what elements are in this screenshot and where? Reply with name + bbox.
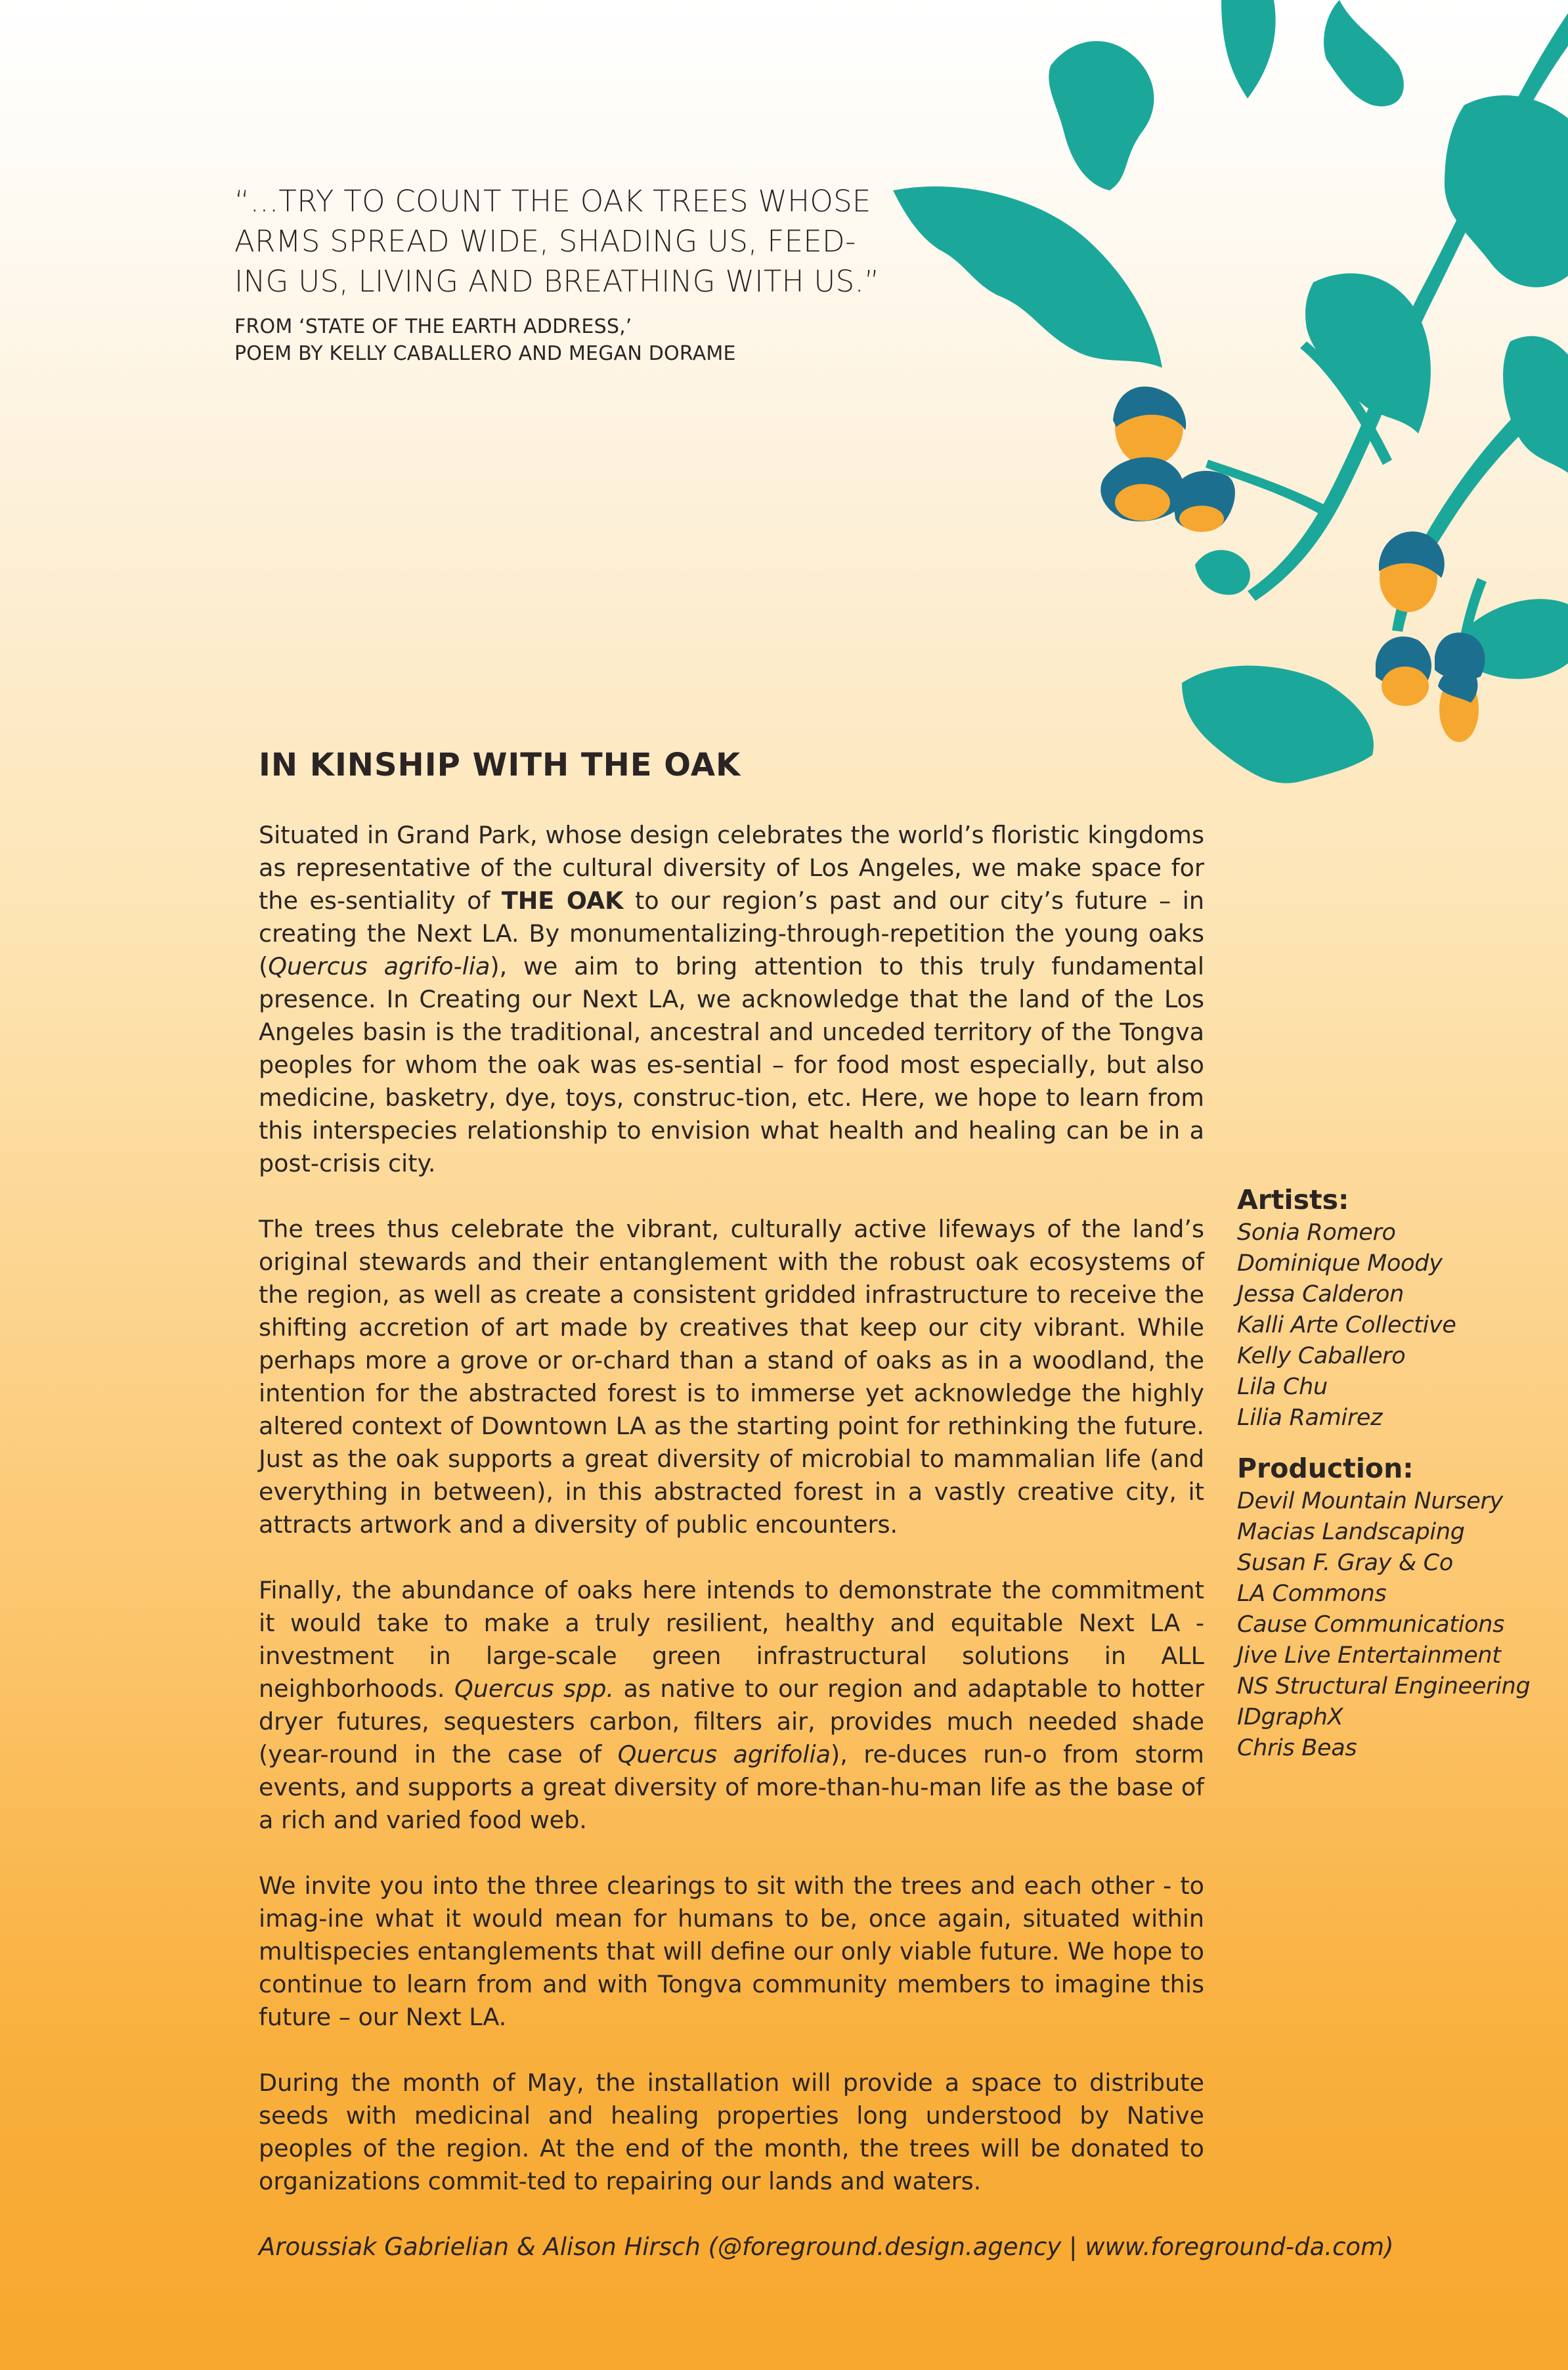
quote-source-line: POEM BY KELLY CABALLERO AND MEGAN DORAME [234,342,736,365]
paragraph: During the month of May, the installation will provide a space to distribute seeds with medicinal and healing properties long understood by Native peoples of the region. At the end of the month, the trees will be donated to organizations commit-ted to repairing our lands and waters. [259,2069,1204,2195]
quote-source-line: FROM ‘STATE OF THE EARTH ADDRESS,’ [234,315,632,338]
leaf [1195,550,1250,595]
artist-name: Dominique Moody [1237,1250,1443,1277]
production-name: Jive Live Entertainment [1237,1642,1501,1669]
production-name: Devil Mountain Nursery [1237,1488,1503,1514]
production-name: NS Structural Engineering [1237,1673,1531,1700]
paragraph: Situated in Grand Park, whose design celebrates the world’s floristic kingdoms as representative of the cultural diversity of Los Angeles, we make space for the es-sentiality of THE OAK to our region’s past and our city’s future – in creating the Next LA. By monumentalizing-through-repetition the young oaks (Quercus agrifo-lia), we aim to bring attention to this truly fundamental presence. In Creating our Next LA, we acknowledge that the land of the Los Angeles basin is the traditional, ancestral and unceded territory of the Tongva peoples for whom the oak was es-sential – for food most especially, but also medicine, basketry, dye, toys, construc-tion, etc. Here, we hope to learn from this interspecies relationship to envision what health and healing can be in a post-crisis city. [259,821,1205,1177]
species-name: Quercus agrifolia [617,1740,831,1768]
artist-name: Sonia Romero [1237,1219,1396,1246]
artist-name: Lilia Ramirez [1237,1405,1383,1431]
production-heading: Production: [1237,1453,1414,1484]
artist-name: Kalli Arte Collective [1237,1312,1456,1338]
artist-name: Jessa Calderon [1237,1281,1405,1307]
production-name: Chris Beas [1237,1735,1357,1761]
acorn-cluster-lower [1376,531,1485,742]
bold-term: THE OAK [501,887,624,915]
production-name: IDgraphX [1237,1704,1343,1730]
leaf [893,187,1162,368]
artist-name: Kelly Caballero [1237,1343,1406,1369]
leaf [1182,666,1374,783]
leaf [1503,336,1568,473]
quote-text: “...TRY TO COUNT THE OAK TREES WHOSE ARMS SPREAD WIDE, SHADING US, FEED-ING US, LIVING AND BREATHING WITH US.” [234,184,880,299]
production-name: Susan F. Gray & Co [1237,1550,1453,1576]
artists-heading: Artists: [1237,1184,1349,1216]
leaf [1324,0,1404,106]
species-name: Quercus agrifo-lia [268,952,490,980]
section-heading: IN KINSHIP WITH THE OAK [259,747,741,783]
production-name: Macias Landscaping [1237,1519,1465,1545]
artist-name: Lila Chu [1237,1374,1328,1400]
production-name: LA Commons [1237,1581,1387,1607]
paragraph: We invite you into the three clearings to sit with the trees and each other - to imag-ine what it would mean for humans to be, once again, situated within multispecies entanglements that will define our only viable future. We hope to continue to learn from and with Tongva community members to imagine this future – our Next LA. [259,1872,1204,2031]
acorn-cluster-upper [1100,387,1235,532]
production-name: Cause Communications [1237,1612,1505,1638]
leaf [1221,0,1276,99]
epigraph [234,181,891,367]
species-name: Quercus spp. [454,1675,615,1703]
oak-branch-illustration [854,0,1568,795]
paragraph: The trees thus celebrate the vibrant, culturally active lifeways of the land’s original stewards and their entanglement with the robust oak ecosystems of the region, as well as create a consistent gridded infrastructure to receive the shifting accretion of art made by creatives that keep our city vibrant. While perhaps more a grove or or-chard than a stand of oaks as in a woodland, the intention for the abstracted forest is to immerse yet acknowledge the highly altered context of Downtown LA as the starting point for rethinking the future. Just as the oak supports a great diversity of microbial to mammalian life (and everything in between), in this abstracted forest in a vastly creative city, it attracts artwork and a diversity of public encounters. [259,1215,1204,1539]
leaf [1049,41,1154,190]
paragraph: Finally, the abundance of oaks here intends to demonstrate the commitment it would take to make a truly resilient, healthy and equitable Next LA - investment in large-scale green infrastructural solutions in ALL neighborhoods. Quercus spp. as native to our region and adaptable to hotter dryer futures, sequesters carbon, filters air, provides much needed shade (year-round in the case of Quercus agrifolia), re-duces run-o from storm events, and supports a great diversity of more-than-hu-man life as the base of a rich and varied food web. [259,1576,1204,1834]
author-credit: Aroussiak Gabrielian & Alison Hirsch (@foreground.design.agency | www.foreground-da.com) [259,2233,1394,2261]
leaf [1445,95,1568,287]
quote-source [234,313,891,367]
credits-sidebar [1237,1183,1552,1764]
